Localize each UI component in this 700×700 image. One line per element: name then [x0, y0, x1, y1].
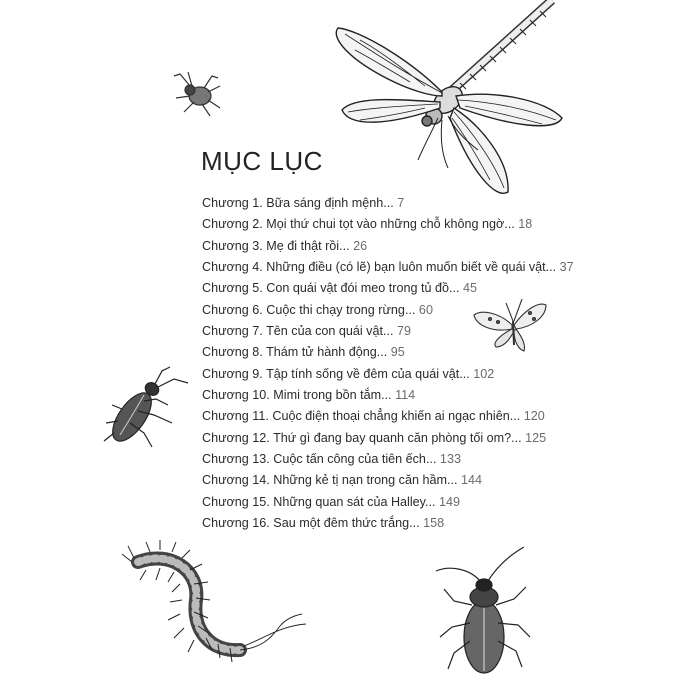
toc-leader: ... [449, 281, 460, 296]
toc-leader: ... [425, 494, 436, 509]
toc-leader: ... [409, 516, 420, 531]
toc-entry [202, 492, 574, 513]
toc-leader: ... [383, 324, 394, 339]
toc-entry [202, 364, 574, 385]
toc-chapter-title: Chương 10. Mimi trong bồn tắm [202, 388, 382, 403]
toc-page-number: 144 [457, 473, 482, 488]
toc-chapter-title: Chương 6. Cuộc thi chạy trong rừng [202, 302, 405, 317]
beetle-illustration-right [430, 545, 540, 685]
toc-leader: ... [511, 430, 522, 445]
toc-chapter-title: Chương 15. Những quan sát của Halley [202, 494, 426, 509]
page-title: MỤC LỤC [201, 146, 323, 176]
toc-page-number: 45 [459, 281, 478, 296]
spider-illustration [168, 68, 228, 118]
toc-entry [202, 470, 574, 491]
toc-entry [202, 513, 574, 534]
toc-page-number: 60 [415, 302, 433, 317]
toc-leader: ... [504, 217, 515, 232]
toc-chapter-title: Chương 12. Thứ gì đang bay quanh căn phòng tối om? [202, 430, 512, 445]
toc-page-number: 18 [514, 217, 533, 232]
beetle-illustration-left [100, 365, 195, 455]
moth-illustration [470, 295, 550, 355]
toc-page-number: 125 [521, 430, 547, 445]
toc-leader: ... [383, 196, 394, 210]
dragonfly-illustration [330, 0, 700, 205]
toc-page-number: 95 [387, 345, 405, 360]
toc-page-number: 79 [393, 324, 412, 339]
toc-entry [202, 406, 574, 427]
toc-chapter-title: Chương 4. Những điều (có lẽ) bạn luôn muốn biết về quái vật [202, 260, 546, 275]
toc-entry [202, 385, 574, 406]
toc-leader: ... [446, 473, 458, 488]
toc-chapter-title: Chương 3. Mẹ đi thật rồi [202, 238, 340, 253]
toc-page-number: 37 [556, 260, 574, 275]
toc-chapter-title: Chương 14. Những kẻ tị nạn trong căn hầm [202, 473, 447, 488]
toc-chapter-title: Chương 1. Bữa sáng định mệnh [202, 196, 384, 210]
toc-chapter-title: Chương 2. Mọi thứ chui tọt vào những chỗ không ngờ [202, 217, 505, 232]
toc-entry [202, 257, 574, 278]
toc-chapter-title: Chương 5. Con quái vật đói meo trong tủ đồ [202, 281, 450, 296]
toc-page-number: 102 [469, 366, 495, 381]
toc-page-number: 133 [436, 452, 461, 467]
toc-chapter-title: Chương 9. Tập tính sống về đêm của quái vật [202, 366, 460, 381]
toc-chapter-title: Chương 16. Sau một đêm thức trắng [202, 516, 410, 531]
toc-leader: ... [339, 238, 350, 253]
toc-chapter-title: Chương 11. Cuộc điện thoại chẳng khiến ai ngạc nhiên [202, 409, 510, 424]
toc-entry [202, 236, 574, 257]
centipede-illustration [120, 540, 310, 675]
toc-leader: ... [381, 388, 392, 403]
toc-page-number: 26 [349, 238, 368, 253]
toc-entry [202, 428, 574, 449]
toc-leader: ... [376, 345, 388, 360]
toc-leader: ... [459, 366, 470, 381]
toc-page-number: 120 [520, 409, 545, 424]
toc-leader: ... [545, 260, 557, 275]
toc-chapter-title: Chương 8. Thám tử hành động [202, 345, 377, 360]
toc-leader: ... [425, 452, 437, 467]
table-of-contents [202, 193, 574, 535]
toc-page-number: 149 [435, 494, 461, 509]
toc-chapter-title: Chương 13. Cuộc tấn công của tiên ếch [202, 452, 426, 467]
toc-leader: ... [404, 302, 416, 317]
toc-entry [202, 214, 574, 235]
toc-page-number: 114 [391, 388, 416, 403]
toc-leader: ... [509, 409, 521, 424]
toc-entry [202, 449, 574, 470]
toc-entry [202, 193, 574, 214]
toc-page-number: 7 [393, 196, 405, 210]
toc-chapter-title: Chương 7. Tên của con quái vật [202, 324, 383, 339]
toc-page-number: 158 [419, 516, 445, 531]
